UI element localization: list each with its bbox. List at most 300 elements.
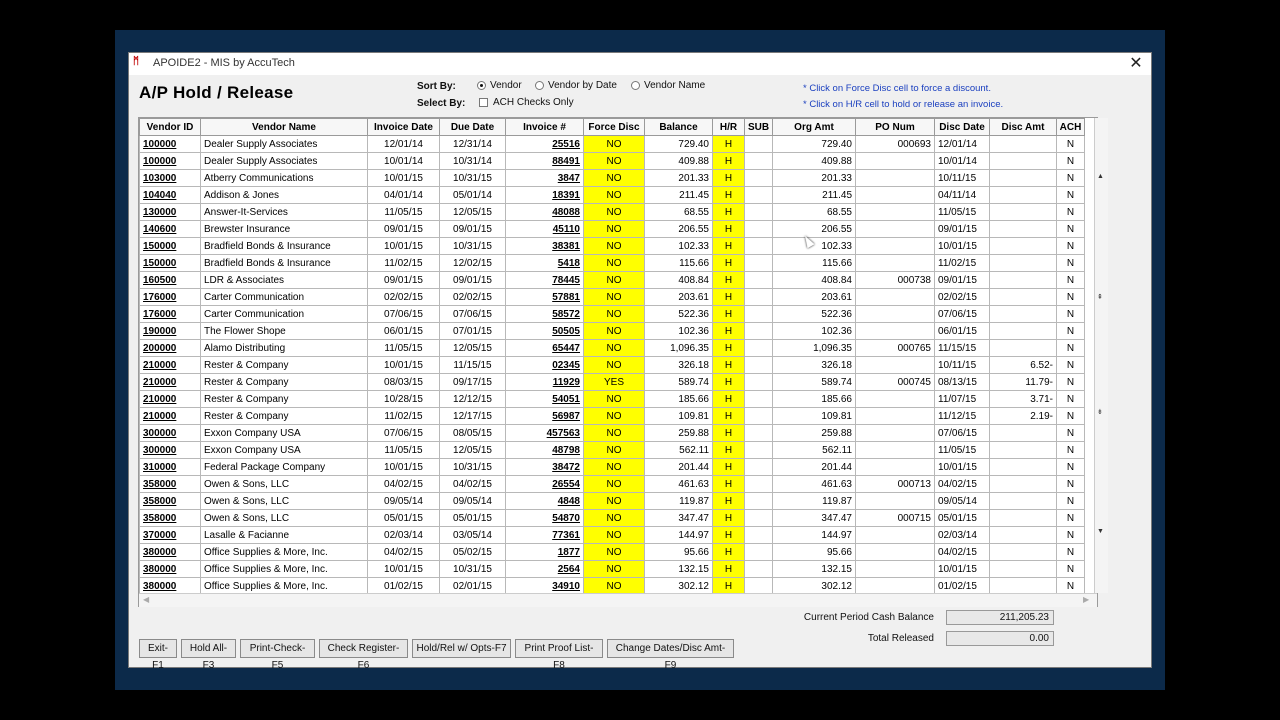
cell-hold-release[interactable]: H — [713, 136, 745, 153]
hold-all-button[interactable]: Hold All-F3 — [181, 639, 236, 658]
cell-vendor-id[interactable]: 100000 — [140, 153, 201, 170]
cell-balance: 347.47 — [645, 510, 713, 527]
invoice-table — [139, 118, 1085, 595]
cell-org-amt: 302.12 — [773, 578, 856, 595]
cell-force-disc[interactable]: NO — [584, 408, 645, 425]
cell-disc-amt — [990, 493, 1057, 510]
cell-disc-date: 12/01/14 — [935, 136, 990, 153]
cell-po-num: 000745 — [856, 374, 935, 391]
print-proof-list-button[interactable]: Print Proof List-F8 — [515, 639, 603, 658]
cell-hold-release[interactable]: H — [713, 493, 745, 510]
cell-vendor-id[interactable]: 380000 — [140, 561, 201, 578]
col-ach[interactable]: ACH — [1057, 119, 1085, 136]
cell-disc-amt — [990, 170, 1057, 187]
cell-balance: 409.88 — [645, 153, 713, 170]
cell-invoice-number[interactable]: 50505 — [506, 323, 584, 340]
col-hold-release[interactable]: H/R — [713, 119, 745, 136]
cell-disc-amt — [990, 459, 1057, 476]
cell-force-disc[interactable]: NO — [584, 391, 645, 408]
cell-invoice-number[interactable]: 77361 — [506, 527, 584, 544]
cell-vendor-id[interactable]: 140600 — [140, 221, 201, 238]
cell-vendor-id[interactable]: 210000 — [140, 408, 201, 425]
cell-hold-release[interactable]: H — [713, 510, 745, 527]
sort-vendor-radio[interactable] — [477, 80, 522, 91]
cell-sub — [745, 357, 773, 374]
cell-ach: N — [1057, 374, 1085, 391]
cell-force-disc[interactable]: NO — [584, 323, 645, 340]
cell-invoice-number[interactable]: 02345 — [506, 357, 584, 374]
col-vendor-name[interactable]: Vendor Name — [201, 119, 368, 136]
cell-invoice-date: 04/02/15 — [368, 476, 440, 493]
cell-vendor-name: Rester & Company — [201, 374, 368, 391]
cell-due-date: 05/02/15 — [440, 544, 506, 561]
col-invoice-number[interactable]: Invoice # — [506, 119, 584, 136]
cell-hold-release[interactable]: H — [713, 442, 745, 459]
cell-vendor-id[interactable]: 200000 — [140, 340, 201, 357]
cell-sub — [745, 187, 773, 204]
cell-org-amt: 115.66 — [773, 255, 856, 272]
cell-invoice-date: 10/28/15 — [368, 391, 440, 408]
cell-ach: N — [1057, 289, 1085, 306]
cell-invoice-date: 10/01/15 — [368, 170, 440, 187]
cell-vendor-id[interactable]: 300000 — [140, 442, 201, 459]
table-row[interactable] — [140, 272, 1085, 289]
table-row[interactable] — [140, 510, 1085, 527]
cell-force-disc[interactable]: YES — [584, 374, 645, 391]
cell-invoice-number[interactable]: 48088 — [506, 204, 584, 221]
horizontal-scrollbar[interactable] — [139, 593, 1097, 607]
cell-vendor-name: LDR & Associates — [201, 272, 368, 289]
cell-disc-date: 11/05/15 — [935, 442, 990, 459]
cell-vendor-id[interactable]: 310000 — [140, 459, 201, 476]
cell-vendor-name: Rester & Company — [201, 391, 368, 408]
cell-due-date: 12/05/15 — [440, 442, 506, 459]
cell-org-amt: 95.66 — [773, 544, 856, 561]
cell-vendor-id[interactable]: 176000 — [140, 306, 201, 323]
cell-sub — [745, 544, 773, 561]
cell-force-disc[interactable]: NO — [584, 442, 645, 459]
cell-org-amt: 201.44 — [773, 459, 856, 476]
cell-vendor-name: Office Supplies & More, Inc. — [201, 561, 368, 578]
cell-invoice-number[interactable]: 2564 — [506, 561, 584, 578]
table-row[interactable] — [140, 476, 1085, 493]
cell-disc-date: 11/02/15 — [935, 255, 990, 272]
table-row[interactable] — [140, 442, 1085, 459]
cell-disc-date: 10/01/15 — [935, 238, 990, 255]
cell-vendor-id[interactable]: 150000 — [140, 255, 201, 272]
cell-due-date: 09/17/15 — [440, 374, 506, 391]
cell-vendor-name: Lasalle & Facianne — [201, 527, 368, 544]
cell-balance: 144.97 — [645, 527, 713, 544]
cell-due-date: 05/01/15 — [440, 510, 506, 527]
cell-org-amt: 206.55 — [773, 221, 856, 238]
cell-due-date: 12/05/15 — [440, 340, 506, 357]
table-row[interactable] — [140, 527, 1085, 544]
table-row[interactable] — [140, 153, 1085, 170]
cash-balance-label: Current Period Cash Balance — [803, 612, 934, 623]
cell-invoice-date: 12/01/14 — [368, 136, 440, 153]
cell-vendor-id[interactable]: 370000 — [140, 527, 201, 544]
exit-button[interactable]: Exit-F1 — [139, 639, 177, 658]
cell-disc-date: 10/11/15 — [935, 170, 990, 187]
cell-disc-date: 10/01/14 — [935, 153, 990, 170]
cell-vendor-id[interactable]: 358000 — [140, 476, 201, 493]
cell-balance: 115.66 — [645, 255, 713, 272]
col-sub[interactable]: SUB — [745, 119, 773, 136]
cell-vendor-name: Dealer Supply Associates — [201, 153, 368, 170]
cell-vendor-id[interactable]: 210000 — [140, 357, 201, 374]
cell-disc-amt — [990, 442, 1057, 459]
cell-hold-release[interactable]: H — [713, 425, 745, 442]
cell-disc-amt — [990, 187, 1057, 204]
cell-vendor-name: Alamo Distributing — [201, 340, 368, 357]
cell-force-disc[interactable]: NO — [584, 510, 645, 527]
cell-vendor-name: Addison & Jones — [201, 187, 368, 204]
cell-hold-release[interactable]: H — [713, 289, 745, 306]
cell-hold-release[interactable]: H — [713, 323, 745, 340]
table-row[interactable] — [140, 204, 1085, 221]
cell-invoice-number[interactable]: 38381 — [506, 238, 584, 255]
hold-release-hint: * Click on H/R cell to hold or release an invoice. — [803, 99, 1004, 110]
cell-hold-release[interactable]: H — [713, 561, 745, 578]
cell-disc-date: 11/15/15 — [935, 340, 990, 357]
cell-hold-release[interactable]: H — [713, 238, 745, 255]
cell-balance: 68.55 — [645, 204, 713, 221]
table-row[interactable] — [140, 493, 1085, 510]
cell-invoice-number[interactable]: 26554 — [506, 476, 584, 493]
cell-force-disc[interactable]: NO — [584, 255, 645, 272]
cell-invoice-number[interactable]: 56987 — [506, 408, 584, 425]
cell-sub — [745, 442, 773, 459]
table-row[interactable] — [140, 391, 1085, 408]
app-window — [128, 52, 1152, 671]
cell-vendor-id[interactable]: 100000 — [140, 136, 201, 153]
cell-vendor-name: Bradfield Bonds & Insurance — [201, 255, 368, 272]
cell-force-disc[interactable]: NO — [584, 561, 645, 578]
cell-balance: 211.45 — [645, 187, 713, 204]
table-row[interactable] — [140, 578, 1085, 595]
cell-vendor-id[interactable]: 103000 — [140, 170, 201, 187]
cell-ach: N — [1057, 255, 1085, 272]
cell-invoice-number[interactable]: 38472 — [506, 459, 584, 476]
cell-hold-release[interactable]: H — [713, 527, 745, 544]
cell-sub — [745, 578, 773, 595]
cell-sub — [745, 170, 773, 187]
cell-invoice-number[interactable]: 34910 — [506, 578, 584, 595]
cell-po-num — [856, 289, 935, 306]
cell-vendor-id[interactable]: 190000 — [140, 323, 201, 340]
scroll-page-down-icon[interactable]: ⇟ — [1097, 409, 1103, 416]
cell-force-disc[interactable]: NO — [584, 221, 645, 238]
cell-disc-amt — [990, 204, 1057, 221]
cell-invoice-number[interactable]: 65447 — [506, 340, 584, 357]
cell-vendor-id[interactable]: 130000 — [140, 204, 201, 221]
cell-invoice-number[interactable]: 11929 — [506, 374, 584, 391]
table-row[interactable] — [140, 459, 1085, 476]
cell-disc-amt — [990, 510, 1057, 527]
radio-unselected-icon — [631, 81, 640, 90]
cell-vendor-id[interactable]: 104040 — [140, 187, 201, 204]
cell-invoice-number[interactable]: 48798 — [506, 442, 584, 459]
cell-invoice-number[interactable]: 57881 — [506, 289, 584, 306]
cell-force-disc[interactable]: NO — [584, 136, 645, 153]
cell-sub — [745, 425, 773, 442]
cell-balance: 102.33 — [645, 238, 713, 255]
cell-disc-date: 04/11/14 — [935, 187, 990, 204]
cell-disc-date: 08/13/15 — [935, 374, 990, 391]
cell-hold-release[interactable]: H — [713, 544, 745, 561]
cell-due-date: 12/31/14 — [440, 136, 506, 153]
cell-po-num — [856, 204, 935, 221]
cell-vendor-id[interactable]: 380000 — [140, 544, 201, 561]
check-register-button[interactable]: Check Register-F6 — [319, 639, 408, 658]
cell-force-disc[interactable]: NO — [584, 544, 645, 561]
table-row[interactable] — [140, 187, 1085, 204]
cell-hold-release[interactable]: H — [713, 170, 745, 187]
cell-vendor-id[interactable]: 150000 — [140, 238, 201, 255]
cell-sub — [745, 323, 773, 340]
cell-force-disc[interactable]: NO — [584, 340, 645, 357]
cell-invoice-number[interactable]: 54870 — [506, 510, 584, 527]
cell-balance: 201.44 — [645, 459, 713, 476]
cell-hold-release[interactable]: H — [713, 187, 745, 204]
cell-force-disc[interactable]: NO — [584, 153, 645, 170]
table-row[interactable] — [140, 323, 1085, 340]
cell-ach: N — [1057, 425, 1085, 442]
cell-invoice-number[interactable]: 5418 — [506, 255, 584, 272]
cell-vendor-id[interactable]: 210000 — [140, 391, 201, 408]
cell-balance: 102.36 — [645, 323, 713, 340]
cell-invoice-number[interactable]: 54051 — [506, 391, 584, 408]
cell-disc-date: 10/01/15 — [935, 561, 990, 578]
table-row[interactable] — [140, 357, 1085, 374]
sort-vendor-by-date-radio[interactable] — [535, 80, 617, 91]
close-button[interactable]: ✕ — [1129, 55, 1143, 72]
cell-po-num — [856, 170, 935, 187]
table-row[interactable] — [140, 544, 1085, 561]
cell-org-amt: 1,096.35 — [773, 340, 856, 357]
cell-force-disc[interactable]: NO — [584, 272, 645, 289]
cell-force-disc[interactable]: NO — [584, 425, 645, 442]
vertical-scrollbar[interactable] — [1094, 118, 1108, 593]
cell-po-num — [856, 425, 935, 442]
cell-invoice-date: 10/01/14 — [368, 153, 440, 170]
cell-org-amt: 326.18 — [773, 357, 856, 374]
cell-force-disc[interactable]: NO — [584, 357, 645, 374]
cell-balance: 589.74 — [645, 374, 713, 391]
cell-invoice-date: 11/05/15 — [368, 340, 440, 357]
cell-hold-release[interactable]: H — [713, 578, 745, 595]
cell-vendor-name: Federal Package Company — [201, 459, 368, 476]
col-force-disc[interactable]: Force Disc — [584, 119, 645, 136]
table-row[interactable] — [140, 136, 1085, 153]
cell-vendor-name: Rester & Company — [201, 357, 368, 374]
cell-hold-release[interactable]: H — [713, 255, 745, 272]
cell-hold-release[interactable]: H — [713, 272, 745, 289]
cell-org-amt: 102.33 — [773, 238, 856, 255]
cell-due-date: 11/15/15 — [440, 357, 506, 374]
col-vendor-id[interactable]: Vendor ID — [140, 119, 201, 136]
cell-disc-amt — [990, 221, 1057, 238]
cell-force-disc[interactable]: NO — [584, 170, 645, 187]
cell-vendor-name: Office Supplies & More, Inc. — [201, 578, 368, 595]
cell-force-disc[interactable]: NO — [584, 459, 645, 476]
cell-hold-release[interactable]: H — [713, 204, 745, 221]
cell-invoice-number[interactable]: 58572 — [506, 306, 584, 323]
cell-due-date: 10/31/14 — [440, 153, 506, 170]
cell-hold-release[interactable]: H — [713, 459, 745, 476]
cell-vendor-name: Atberry Communications — [201, 170, 368, 187]
col-po-num[interactable]: PO Num — [856, 119, 935, 136]
change-dates-disc-amt-button[interactable]: Change Dates/Disc Amt-F9 — [607, 639, 734, 658]
cell-force-disc[interactable]: NO — [584, 493, 645, 510]
cell-due-date: 04/02/15 — [440, 476, 506, 493]
cell-disc-amt — [990, 476, 1057, 493]
cell-sub — [745, 561, 773, 578]
table-row[interactable] — [140, 561, 1085, 578]
col-disc-date[interactable]: Disc Date — [935, 119, 990, 136]
col-balance[interactable]: Balance — [645, 119, 713, 136]
ach-checks-only-checkbox[interactable] — [479, 97, 574, 108]
sort-vendor-name-radio[interactable] — [631, 80, 705, 91]
table-row[interactable] — [140, 306, 1085, 323]
cell-disc-amt — [990, 544, 1057, 561]
checkbox-icon — [479, 98, 488, 107]
scroll-page-up-icon[interactable]: ⇞ — [1097, 294, 1103, 301]
cell-disc-date: 01/02/15 — [935, 578, 990, 595]
table-row[interactable] — [140, 340, 1085, 357]
cell-hold-release[interactable]: H — [713, 374, 745, 391]
cell-balance: 1,096.35 — [645, 340, 713, 357]
radio-selected-icon — [477, 81, 486, 90]
cell-invoice-date: 09/01/15 — [368, 272, 440, 289]
cell-vendor-id[interactable]: 380000 — [140, 578, 201, 595]
cell-force-disc[interactable]: NO — [584, 204, 645, 221]
col-due-date[interactable]: Due Date — [440, 119, 506, 136]
cell-force-disc[interactable]: NO — [584, 578, 645, 595]
cell-hold-release[interactable]: H — [713, 408, 745, 425]
cell-disc-amt — [990, 136, 1057, 153]
cell-force-disc[interactable]: NO — [584, 306, 645, 323]
cell-invoice-number[interactable]: 45110 — [506, 221, 584, 238]
cell-org-amt: 102.36 — [773, 323, 856, 340]
table-row[interactable] — [140, 425, 1085, 442]
cell-disc-date: 10/01/15 — [935, 459, 990, 476]
cell-force-disc[interactable]: NO — [584, 289, 645, 306]
cell-vendor-id[interactable]: 160500 — [140, 272, 201, 289]
cell-vendor-id[interactable]: 300000 — [140, 425, 201, 442]
cell-hold-release[interactable]: H — [713, 153, 745, 170]
scroll-down-small-icon[interactable]: ▼ — [1097, 528, 1104, 535]
cell-ach: N — [1057, 221, 1085, 238]
cell-hold-release[interactable]: H — [713, 340, 745, 357]
cell-sub — [745, 221, 773, 238]
cell-disc-date: 06/01/15 — [935, 323, 990, 340]
cell-ach: N — [1057, 544, 1085, 561]
table-row[interactable] — [140, 255, 1085, 272]
cell-org-amt: 347.47 — [773, 510, 856, 527]
cell-balance: 408.84 — [645, 272, 713, 289]
cell-org-amt: 203.61 — [773, 289, 856, 306]
cell-vendor-id[interactable]: 210000 — [140, 374, 201, 391]
cell-vendor-name: Owen & Sons, LLC — [201, 493, 368, 510]
cell-vendor-id[interactable]: 358000 — [140, 493, 201, 510]
cell-org-amt: 589.74 — [773, 374, 856, 391]
cell-force-disc[interactable]: NO — [584, 476, 645, 493]
cell-disc-amt — [990, 561, 1057, 578]
scroll-right-icon[interactable]: ▶ — [1083, 595, 1090, 604]
cell-vendor-name: Exxon Company USA — [201, 425, 368, 442]
cell-invoice-number[interactable]: 1877 — [506, 544, 584, 561]
cell-po-num — [856, 578, 935, 595]
cell-invoice-number[interactable]: 457563 — [506, 425, 584, 442]
table-row[interactable] — [140, 374, 1085, 391]
cell-invoice-number[interactable]: 4848 — [506, 493, 584, 510]
cell-force-disc[interactable]: NO — [584, 187, 645, 204]
cell-balance: 109.81 — [645, 408, 713, 425]
cell-sub — [745, 306, 773, 323]
cell-hold-release[interactable]: H — [713, 391, 745, 408]
cell-invoice-number[interactable]: 25516 — [506, 136, 584, 153]
cell-sub — [745, 272, 773, 289]
cell-po-num: 000693 — [856, 136, 935, 153]
col-disc-amt[interactable]: Disc Amt — [990, 119, 1057, 136]
table-row[interactable] — [140, 289, 1085, 306]
cell-ach: N — [1057, 340, 1085, 357]
cell-ach: N — [1057, 306, 1085, 323]
scroll-up-small-icon[interactable]: ▲ — [1097, 173, 1104, 180]
radio-unselected-icon — [535, 81, 544, 90]
cell-vendor-name: Office Supplies & More, Inc. — [201, 544, 368, 561]
table-row[interactable] — [140, 170, 1085, 187]
cell-hold-release[interactable]: H — [713, 476, 745, 493]
cell-invoice-number[interactable]: 88491 — [506, 153, 584, 170]
cell-force-disc[interactable]: NO — [584, 238, 645, 255]
cell-hold-release[interactable]: H — [713, 221, 745, 238]
cell-hold-release[interactable]: H — [713, 357, 745, 374]
cell-invoice-date: 04/01/14 — [368, 187, 440, 204]
col-invoice-date[interactable]: Invoice Date — [368, 119, 440, 136]
cell-vendor-id[interactable]: 358000 — [140, 510, 201, 527]
table-row[interactable] — [140, 238, 1085, 255]
cell-force-disc[interactable]: NO — [584, 527, 645, 544]
cell-disc-date: 11/05/15 — [935, 204, 990, 221]
cell-invoice-number[interactable]: 3847 — [506, 170, 584, 187]
cell-balance: 302.12 — [645, 578, 713, 595]
cell-disc-date: 02/03/14 — [935, 527, 990, 544]
cell-disc-date: 09/01/15 — [935, 221, 990, 238]
print-check-button[interactable]: Print-Check-F5 — [240, 639, 315, 658]
hold-release-options-button[interactable]: Hold/Rel w/ Opts-F7 — [412, 639, 511, 658]
table-row[interactable] — [140, 221, 1085, 238]
cell-vendor-id[interactable]: 176000 — [140, 289, 201, 306]
cell-invoice-number[interactable]: 18391 — [506, 187, 584, 204]
cell-po-num — [856, 153, 935, 170]
cell-disc-date: 09/05/14 — [935, 493, 990, 510]
cell-balance: 203.61 — [645, 289, 713, 306]
cell-ach: N — [1057, 561, 1085, 578]
cell-disc-amt — [990, 289, 1057, 306]
cell-invoice-number[interactable]: 78445 — [506, 272, 584, 289]
col-org-amt[interactable]: Org Amt — [773, 119, 856, 136]
cell-sub — [745, 153, 773, 170]
cell-invoice-date: 08/03/15 — [368, 374, 440, 391]
scroll-left-icon[interactable]: ◀ — [143, 595, 150, 604]
cell-hold-release[interactable]: H — [713, 306, 745, 323]
cell-vendor-name: Rester & Company — [201, 408, 368, 425]
table-row[interactable] — [140, 408, 1085, 425]
cell-due-date: 03/05/14 — [440, 527, 506, 544]
